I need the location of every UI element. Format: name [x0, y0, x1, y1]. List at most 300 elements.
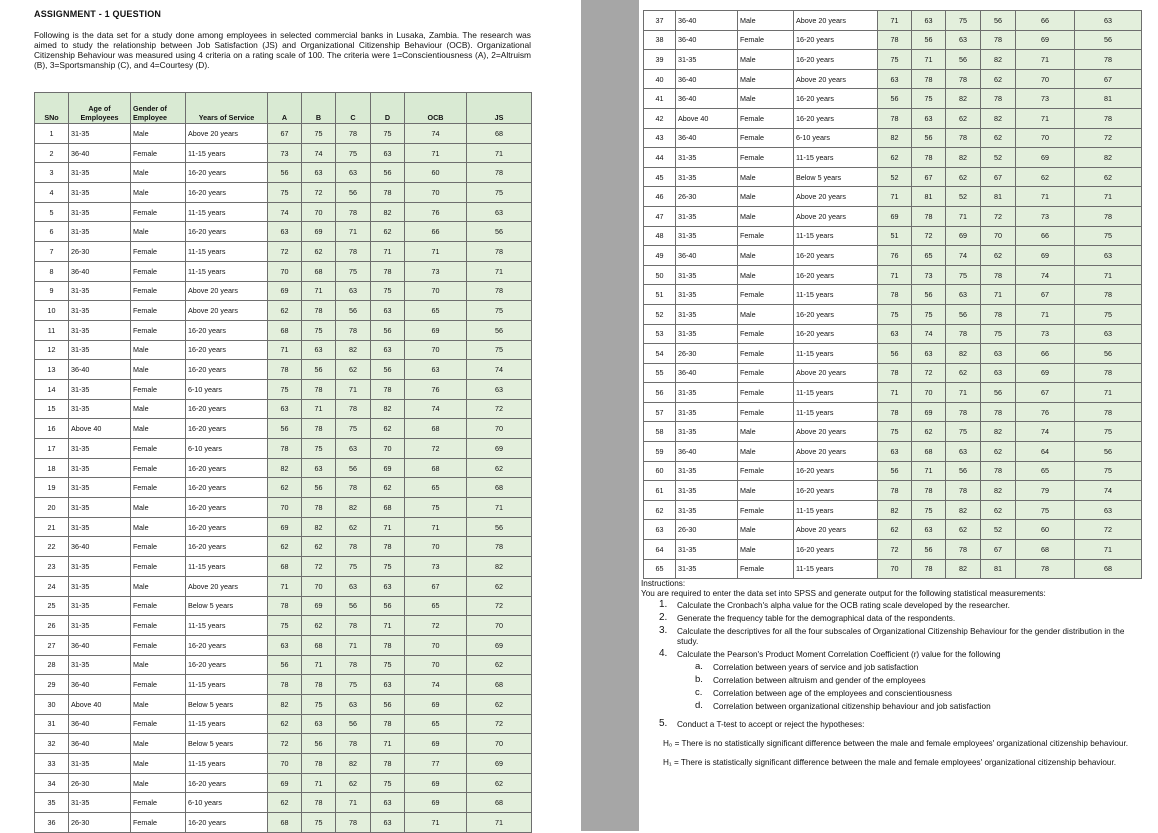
cell-a: 56 — [268, 163, 302, 183]
cell-js: 69 — [467, 754, 532, 774]
cell-js: 75 — [1075, 226, 1142, 246]
cell-service: 16-20 years — [186, 163, 268, 183]
cell-service: Above 20 years — [794, 442, 878, 462]
cell-sno: 18 — [35, 458, 69, 478]
cell-b: 72 — [912, 226, 946, 246]
cell-d: 78 — [981, 402, 1016, 422]
cell-service: 6-10 years — [186, 379, 268, 399]
cell-service: 11-15 years — [186, 242, 268, 262]
cell-b: 63 — [302, 714, 336, 734]
cell-age: 31-35 — [69, 439, 131, 459]
cell-b: 71 — [302, 399, 336, 419]
cell-d: 63 — [371, 675, 405, 695]
cell-c: 71 — [336, 379, 371, 399]
cell-sno: 40 — [644, 69, 676, 89]
cell-js: 78 — [467, 242, 532, 262]
cell-js: 56 — [1075, 30, 1142, 50]
cell-gender: Male — [131, 498, 186, 518]
cell-sno: 57 — [644, 402, 676, 422]
cell-js: 63 — [467, 202, 532, 222]
cell-js: 67 — [1075, 69, 1142, 89]
cell-a: 68 — [268, 557, 302, 577]
cell-sno: 44 — [644, 148, 676, 168]
cell-gender: Male — [738, 422, 794, 442]
cell-gender: Female — [131, 478, 186, 498]
cell-a: 63 — [268, 635, 302, 655]
cell-service: 11-15 years — [794, 402, 878, 422]
cell-gender: Male — [738, 89, 794, 109]
cell-service: 16-20 years — [794, 30, 878, 50]
cell-b: 69 — [912, 402, 946, 422]
cell-b: 62 — [302, 242, 336, 262]
cell-ocb: 79 — [1016, 481, 1075, 501]
table-row — [644, 559, 1142, 579]
cell-d: 63 — [371, 340, 405, 360]
cell-js: 63 — [467, 379, 532, 399]
cell-service: Below 5 years — [186, 694, 268, 714]
table-row — [35, 517, 532, 537]
cell-b: 62 — [912, 422, 946, 442]
cell-js: 71 — [1075, 187, 1142, 207]
instruction-item: 3. Calculate the descriptives for all the four subscales of Organizational Citizenship Behaviour for the gender distribution in the study. — [659, 625, 1125, 646]
cell-gender: Male — [131, 222, 186, 242]
cell-age: 36-40 — [676, 442, 738, 462]
cell-age: 31-35 — [676, 500, 738, 520]
cell-b: 63 — [302, 340, 336, 360]
table-row — [644, 89, 1142, 109]
alternative-hypothesis: H₁ = There is statistically significant difference between the male and female employees' organizational citizenship behaviour. — [663, 758, 1116, 767]
cell-b: 56 — [912, 285, 946, 305]
cell-sno: 52 — [644, 304, 676, 324]
cell-age: 26-30 — [69, 242, 131, 262]
cell-age: 26-30 — [69, 773, 131, 793]
cell-b: 63 — [912, 108, 946, 128]
cell-b: 70 — [302, 202, 336, 222]
cell-gender: Female — [131, 242, 186, 262]
cell-d: 78 — [981, 89, 1016, 109]
cell-service: 6-10 years — [794, 128, 878, 148]
cell-js: 78 — [1075, 108, 1142, 128]
cell-a: 70 — [268, 498, 302, 518]
cell-js: 68 — [467, 793, 532, 813]
table-row — [644, 520, 1142, 540]
right-page — [639, 0, 1158, 831]
table-row — [35, 458, 532, 478]
data-table-right — [643, 10, 1142, 579]
cell-b: 72 — [302, 183, 336, 203]
cell-age: 26-30 — [676, 344, 738, 364]
cell-c: 62 — [946, 520, 981, 540]
cell-service: 16-20 years — [186, 458, 268, 478]
cell-ocb: 68 — [405, 419, 467, 439]
cell-a: 62 — [268, 714, 302, 734]
cell-c: 78 — [946, 402, 981, 422]
cell-js: 71 — [1075, 265, 1142, 285]
cell-service: 16-20 years — [186, 773, 268, 793]
cell-age: 31-35 — [69, 793, 131, 813]
cell-d: 52 — [981, 520, 1016, 540]
cell-service: 11-15 years — [794, 383, 878, 403]
cell-a: 52 — [878, 167, 912, 187]
cell-age: 31-35 — [69, 301, 131, 321]
cell-service: Below 5 years — [186, 596, 268, 616]
cell-b: 56 — [912, 30, 946, 50]
cell-c: 63 — [336, 281, 371, 301]
cell-ocb: 65 — [405, 478, 467, 498]
cell-sno: 19 — [35, 478, 69, 498]
cell-d: 75 — [371, 655, 405, 675]
table-row — [35, 183, 532, 203]
table-row — [35, 694, 532, 714]
cell-service: Above 20 years — [794, 520, 878, 540]
cell-a: 75 — [878, 50, 912, 70]
table-row — [35, 340, 532, 360]
cell-js: 62 — [467, 694, 532, 714]
table-row — [35, 163, 532, 183]
cell-service: 11-15 years — [794, 559, 878, 579]
cell-ocb: 71 — [405, 143, 467, 163]
cell-d: 62 — [981, 500, 1016, 520]
instruction-item: 4. Calculate the Pearson's Product Moment Correlation Coefficient (r) value for the following a. Correlation between years of service and job satisfaction b. Correlation between altruism and gender of the employees c. Correlation between age of the employees and conscientiousness d. Correlation between organizational citizenship behaviour and job satisfaction — [659, 650, 1141, 712]
cell-ocb: 66 — [1016, 11, 1075, 31]
cell-c: 78 — [336, 124, 371, 144]
table-row — [35, 419, 532, 439]
cell-d: 56 — [371, 320, 405, 340]
cell-service: 11-15 years — [186, 143, 268, 163]
cell-a: 78 — [268, 675, 302, 695]
cell-d: 62 — [981, 246, 1016, 266]
cell-js: 68 — [1075, 559, 1142, 579]
cell-gender: Female — [131, 635, 186, 655]
table-row — [644, 324, 1142, 344]
cell-c: 62 — [946, 108, 981, 128]
cell-gender: Male — [131, 517, 186, 537]
cell-d: 78 — [981, 461, 1016, 481]
cell-a: 75 — [878, 304, 912, 324]
cell-service: 11-15 years — [186, 675, 268, 695]
cell-js: 78 — [1075, 50, 1142, 70]
cell-js: 68 — [467, 675, 532, 695]
cell-b: 71 — [912, 50, 946, 70]
cell-d: 62 — [981, 442, 1016, 462]
cell-a: 78 — [878, 30, 912, 50]
cell-b: 63 — [302, 458, 336, 478]
cell-d: 70 — [371, 439, 405, 459]
instruction-item: 1. Calculate the Cronbach's alpha value for the OCB rating scale developed by the researcher. — [659, 599, 1010, 610]
table-row — [35, 124, 532, 144]
cell-service: Above 20 years — [794, 11, 878, 31]
cell-b: 75 — [302, 813, 336, 833]
cell-age: 31-35 — [69, 183, 131, 203]
cell-ocb: 69 — [1016, 246, 1075, 266]
cell-age: 31-35 — [676, 461, 738, 481]
header-gender: Gender of Employee — [131, 93, 186, 124]
cell-c: 63 — [336, 439, 371, 459]
cell-a: 63 — [878, 442, 912, 462]
cell-a: 75 — [268, 616, 302, 636]
cell-ocb: 67 — [1016, 383, 1075, 403]
cell-service: 11-15 years — [186, 714, 268, 734]
cell-gender: Female — [738, 559, 794, 579]
cell-b: 63 — [302, 163, 336, 183]
cell-js: 72 — [1075, 128, 1142, 148]
cell-gender: Female — [131, 281, 186, 301]
cell-b: 62 — [302, 616, 336, 636]
cell-service: 16-20 years — [794, 265, 878, 285]
cell-b: 72 — [302, 557, 336, 577]
cell-js: 69 — [467, 635, 532, 655]
cell-ocb: 72 — [405, 439, 467, 459]
cell-service: 16-20 years — [794, 540, 878, 560]
cell-js: 62 — [467, 458, 532, 478]
cell-age: 31-35 — [676, 422, 738, 442]
cell-age: 31-35 — [69, 222, 131, 242]
cell-c: 71 — [336, 793, 371, 813]
cell-ocb: 70 — [405, 635, 467, 655]
cell-d: 82 — [371, 202, 405, 222]
cell-a: 78 — [878, 481, 912, 501]
cell-b: 56 — [302, 360, 336, 380]
cell-b: 75 — [302, 124, 336, 144]
cell-d: 62 — [371, 478, 405, 498]
cell-d: 72 — [981, 206, 1016, 226]
cell-service: 16-20 years — [186, 537, 268, 557]
cell-service: 16-20 years — [186, 517, 268, 537]
cell-ocb: 76 — [1016, 402, 1075, 422]
cell-d: 62 — [371, 419, 405, 439]
cell-service: Above 20 years — [794, 206, 878, 226]
cell-a: 68 — [268, 813, 302, 833]
cell-ocb: 71 — [1016, 304, 1075, 324]
cell-b: 56 — [302, 478, 336, 498]
cell-service: 16-20 years — [186, 222, 268, 242]
cell-service: 6-10 years — [186, 793, 268, 813]
instruction-sublist — [695, 663, 1141, 712]
cell-b: 78 — [302, 301, 336, 321]
cell-c: 75 — [336, 261, 371, 281]
cell-ocb: 69 — [405, 320, 467, 340]
cell-sno: 33 — [35, 754, 69, 774]
header-sno: SNo — [35, 93, 69, 124]
cell-age: 31-35 — [69, 399, 131, 419]
cell-age: 31-35 — [676, 206, 738, 226]
cell-js: 62 — [467, 576, 532, 596]
table-row — [644, 285, 1142, 305]
cell-a: 78 — [878, 108, 912, 128]
table-row — [35, 773, 532, 793]
cell-c: 56 — [946, 304, 981, 324]
cell-gender: Female — [738, 324, 794, 344]
cell-age: 31-35 — [69, 202, 131, 222]
cell-gender: Female — [131, 320, 186, 340]
header-age: Age of Employees — [69, 93, 131, 124]
table-row — [644, 363, 1142, 383]
cell-ocb: 64 — [1016, 442, 1075, 462]
cell-sno: 35 — [35, 793, 69, 813]
cell-age: 36-40 — [676, 11, 738, 31]
cell-d: 56 — [371, 360, 405, 380]
cell-sno: 48 — [644, 226, 676, 246]
table-row — [644, 402, 1142, 422]
cell-b: 65 — [912, 246, 946, 266]
table-row — [35, 793, 532, 813]
table-row — [35, 576, 532, 596]
cell-d: 63 — [371, 143, 405, 163]
cell-js: 68 — [467, 124, 532, 144]
cell-service: 16-20 years — [186, 320, 268, 340]
cell-ocb: 69 — [405, 773, 467, 793]
cell-b: 71 — [302, 773, 336, 793]
cell-gender: Female — [738, 461, 794, 481]
cell-a: 62 — [268, 793, 302, 813]
table-row — [644, 11, 1142, 31]
header-js: JS — [467, 93, 532, 124]
table-row — [644, 265, 1142, 285]
instruction-subitem: c. Correlation between age of the employees and conscientiousness — [695, 687, 952, 698]
cell-service: Above 20 years — [794, 422, 878, 442]
cell-b: 70 — [912, 383, 946, 403]
cell-ocb: 70 — [405, 340, 467, 360]
cell-gender: Male — [131, 734, 186, 754]
cell-ocb: 74 — [405, 124, 467, 144]
cell-b: 78 — [302, 419, 336, 439]
cell-sno: 20 — [35, 498, 69, 518]
cell-js: 56 — [1075, 442, 1142, 462]
cell-b: 67 — [912, 167, 946, 187]
cell-gender: Male — [738, 540, 794, 560]
cell-js: 62 — [467, 773, 532, 793]
cell-ocb: 76 — [405, 202, 467, 222]
cell-age: 26-30 — [676, 187, 738, 207]
cell-c: 56 — [946, 50, 981, 70]
cell-js: 72 — [467, 596, 532, 616]
cell-sno: 13 — [35, 360, 69, 380]
cell-js: 70 — [467, 419, 532, 439]
cell-sno: 56 — [644, 383, 676, 403]
cell-js: 75 — [467, 340, 532, 360]
cell-service: Above 20 years — [186, 281, 268, 301]
cell-b: 63 — [912, 11, 946, 31]
cell-a: 78 — [268, 439, 302, 459]
cell-c: 82 — [336, 498, 371, 518]
cell-sno: 60 — [644, 461, 676, 481]
cell-sno: 3 — [35, 163, 69, 183]
cell-c: 63 — [946, 442, 981, 462]
cell-js: 74 — [1075, 481, 1142, 501]
cell-age: 36-40 — [676, 128, 738, 148]
table-row — [644, 206, 1142, 226]
cell-d: 56 — [981, 11, 1016, 31]
table-row — [35, 301, 532, 321]
cell-d: 63 — [981, 363, 1016, 383]
table-row — [35, 222, 532, 242]
cell-ocb: 60 — [1016, 520, 1075, 540]
cell-a: 69 — [268, 517, 302, 537]
cell-ocb: 73 — [405, 557, 467, 577]
cell-age: 31-35 — [69, 754, 131, 774]
cell-age: Above 40 — [69, 419, 131, 439]
cell-ocb: 71 — [405, 517, 467, 537]
cell-gender: Female — [738, 500, 794, 520]
cell-gender: Male — [131, 655, 186, 675]
cell-age: 36-40 — [69, 143, 131, 163]
header-c: C — [336, 93, 371, 124]
cell-age: 36-40 — [69, 360, 131, 380]
cell-b: 56 — [302, 734, 336, 754]
cell-gender: Male — [131, 163, 186, 183]
cell-a: 62 — [878, 520, 912, 540]
cell-a: 71 — [878, 11, 912, 31]
data-table-left — [34, 92, 532, 833]
cell-c: 62 — [946, 363, 981, 383]
table-row — [35, 439, 532, 459]
cell-service: Above 20 years — [794, 363, 878, 383]
cell-gender: Male — [738, 442, 794, 462]
cell-a: 82 — [878, 500, 912, 520]
cell-ocb: 77 — [405, 754, 467, 774]
cell-sno: 62 — [644, 500, 676, 520]
cell-d: 63 — [371, 301, 405, 321]
cell-service: 11-15 years — [794, 226, 878, 246]
cell-d: 71 — [371, 734, 405, 754]
cell-gender: Female — [738, 363, 794, 383]
cell-gender: Male — [738, 304, 794, 324]
cell-service: 16-20 years — [186, 813, 268, 833]
table-row — [35, 675, 532, 695]
cell-age: 36-40 — [676, 69, 738, 89]
cell-sno: 50 — [644, 265, 676, 285]
cell-d: 63 — [371, 576, 405, 596]
cell-d: 75 — [981, 324, 1016, 344]
cell-sno: 21 — [35, 517, 69, 537]
cell-a: 74 — [268, 202, 302, 222]
cell-ocb: 74 — [405, 399, 467, 419]
instructions-section — [641, 579, 1141, 768]
cell-service: 16-20 years — [794, 246, 878, 266]
cell-age: Above 40 — [69, 694, 131, 714]
table-row — [35, 714, 532, 734]
cell-gender: Male — [738, 50, 794, 70]
cell-a: 73 — [268, 143, 302, 163]
cell-ocb: 71 — [1016, 108, 1075, 128]
cell-c: 52 — [946, 187, 981, 207]
cell-a: 78 — [268, 360, 302, 380]
cell-ocb: 75 — [1016, 500, 1075, 520]
cell-gender: Female — [131, 813, 186, 833]
cell-d: 71 — [371, 517, 405, 537]
cell-service: 11-15 years — [794, 285, 878, 305]
cell-a: 72 — [268, 242, 302, 262]
cell-b: 68 — [912, 442, 946, 462]
cell-a: 56 — [878, 461, 912, 481]
cell-d: 75 — [371, 773, 405, 793]
cell-c: 56 — [336, 458, 371, 478]
cell-age: 36-40 — [69, 261, 131, 281]
cell-ocb: 72 — [405, 616, 467, 636]
cell-sno: 42 — [644, 108, 676, 128]
cell-d: 82 — [981, 50, 1016, 70]
cell-c: 82 — [946, 500, 981, 520]
cell-a: 63 — [268, 399, 302, 419]
cell-c: 75 — [946, 265, 981, 285]
cell-age: 31-35 — [676, 148, 738, 168]
cell-gender: Male — [131, 773, 186, 793]
cell-c: 71 — [336, 222, 371, 242]
table-row — [35, 320, 532, 340]
cell-gender: Male — [738, 206, 794, 226]
cell-age: 26-30 — [676, 520, 738, 540]
cell-js: 56 — [1075, 344, 1142, 364]
